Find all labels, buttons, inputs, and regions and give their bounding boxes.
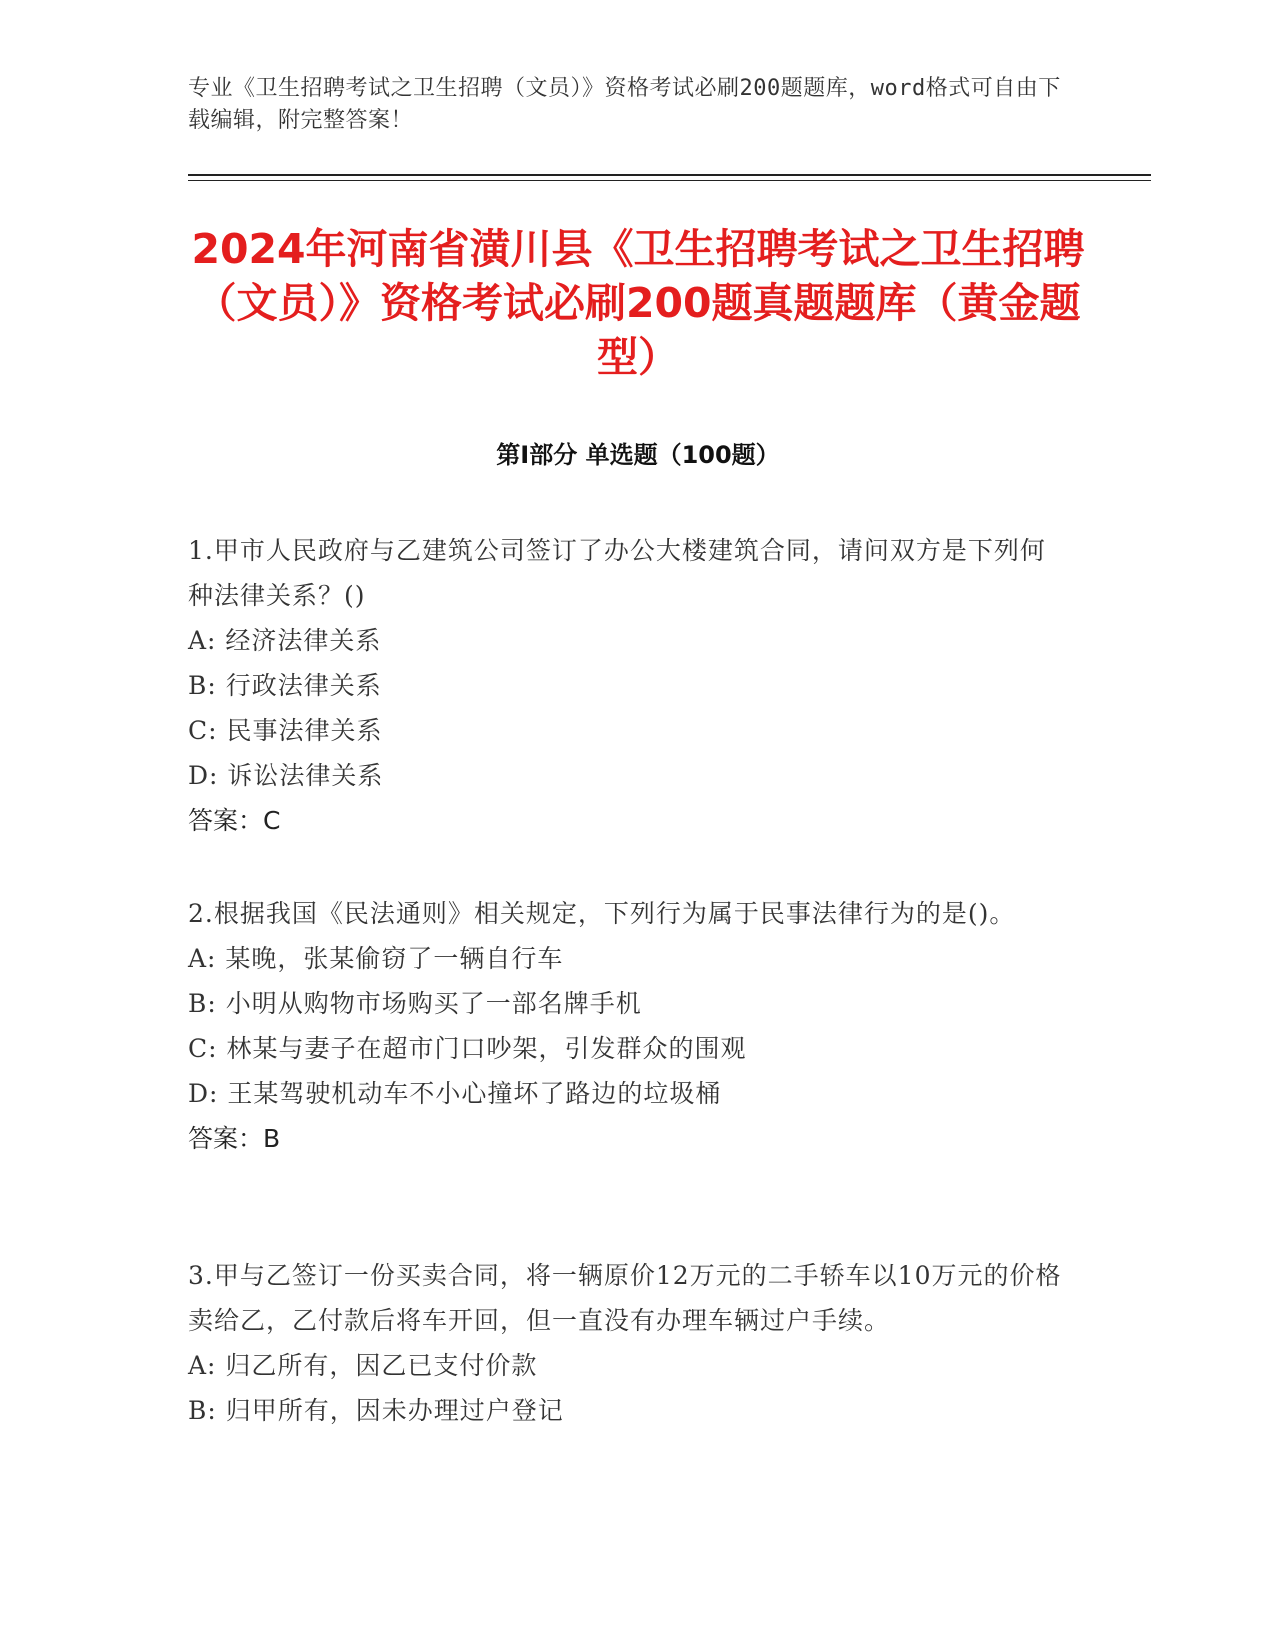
option-a: A: 归乙所有，因乙已支付价款	[188, 1351, 538, 1380]
header-note: 专业《卫生招聘考试之卫生招聘（文员）》资格考试必刷200题题库，word格式可自由下载编辑，附完整答案！	[188, 76, 1061, 133]
answer: 答案：C	[188, 806, 281, 835]
header-divider-thin	[188, 180, 1151, 181]
answer: 答案：B	[188, 1124, 281, 1153]
option-b: B: 归甲所有，因未办理过户登记	[188, 1396, 564, 1425]
option-c: C: 民事法律关系	[188, 716, 383, 745]
option-a: A: 某晚，张某偷窃了一辆自行车	[188, 944, 564, 973]
question-2	[188, 891, 1068, 1161]
option-c: C: 林某与妻子在超市门口吵架，引发群众的围观	[188, 1034, 747, 1063]
question-stem: 2.根据我国《民法通则》相关规定，下列行为属于民事法律行为的是()。	[188, 899, 1016, 928]
document-title: 2024年河南省潢川县《卫生招聘考试之卫生招聘（文员）》资格考试必刷200题真题题库（黄金题型）	[191, 225, 1085, 381]
question-stem: 1.甲市人民政府与乙建筑公司签订了办公大楼建筑合同，请问双方是下列何种法律关系？()	[188, 536, 1046, 610]
option-d: D: 诉讼法律关系	[188, 761, 384, 790]
option-d: D: 王某驾驶机动车不小心撞坏了路边的垃圾桶	[188, 1079, 722, 1108]
option-b: B: 行政法律关系	[188, 671, 382, 700]
question-3	[188, 1253, 1068, 1433]
section-title: 第Ⅰ部分 单选题（100题）	[496, 441, 780, 469]
option-a: A: 经济法律关系	[188, 626, 382, 655]
option-b: B: 小明从购物市场购买了一部名牌手机	[188, 989, 642, 1018]
question-1	[188, 528, 1068, 843]
question-stem: 3.甲与乙签订一份买卖合同，将一辆原价12万元的二手轿车以10万元的价格卖给乙，乙付款后将车开回，但一直没有办理车辆过户手续。	[188, 1261, 1062, 1335]
header-divider-thick	[188, 174, 1151, 176]
